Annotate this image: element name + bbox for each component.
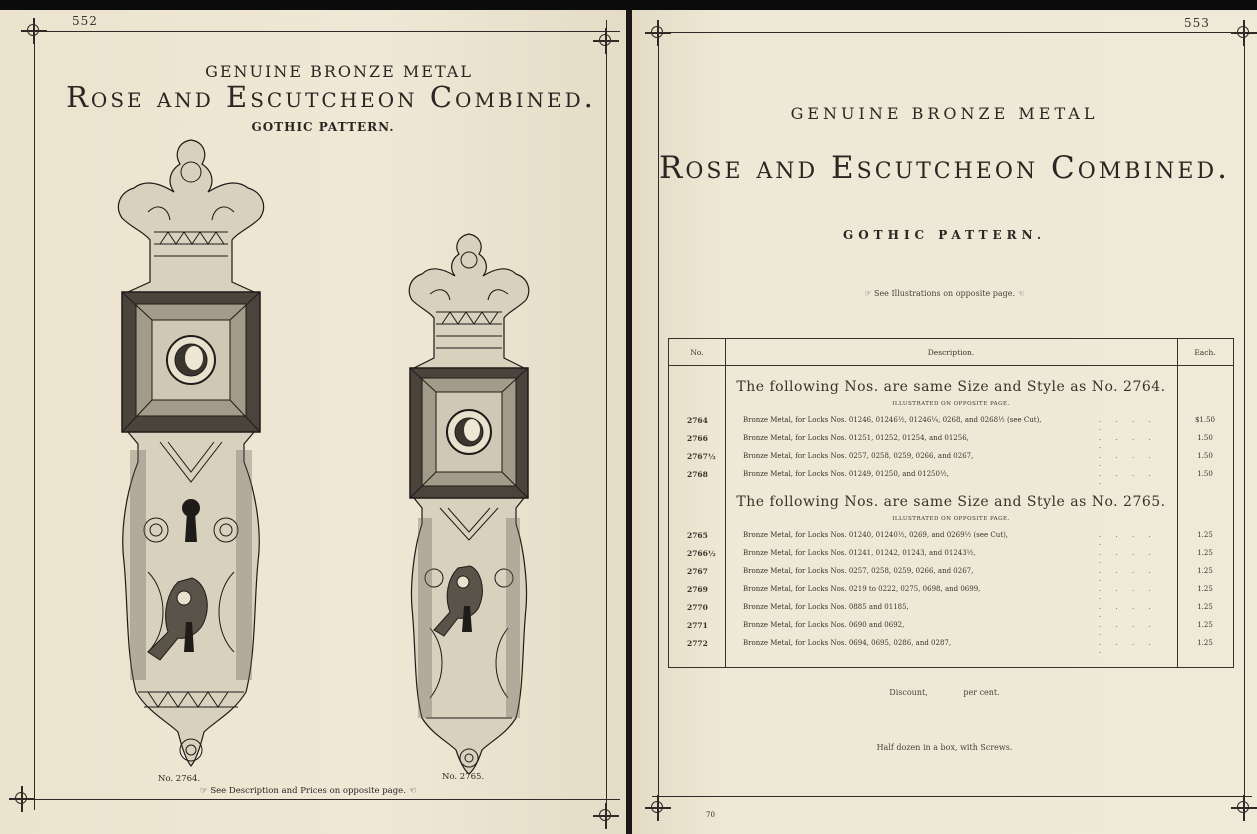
item-number: 2766½ [687,549,716,558]
corner-ornament [645,20,671,46]
leader-dots: . . . . . [1099,603,1157,619]
pointing-hand-icon: ☜ [405,786,417,796]
border-bottom [652,796,1252,797]
signature-mark: 70 [706,811,715,819]
leader-dots: . . . . . [1099,416,1157,432]
leader-dots: . . . . . [1099,549,1157,565]
table-row [669,531,1233,549]
item-description: Bronze Metal, for Locks Nos. 0885 and 01185, [743,603,909,611]
item-price: 1.25 [1197,531,1213,539]
item-number: 2767 [687,567,708,576]
item-number: 2767½ [687,452,716,461]
escutcheon-2765-illustration [400,228,538,778]
item-price: 1.25 [1197,603,1213,611]
border-left [34,20,35,810]
leader-dots: . . . . . [1099,434,1157,450]
item-number: 2772 [687,639,708,648]
item-number: 2765 [687,531,708,540]
heading-line3: GOTHIC PATTERN. [842,228,1047,242]
table-row [669,434,1233,452]
item-description: Bronze Metal, for Locks Nos. 01241, 01242, 01243, and 01243½, [743,549,976,557]
table-row [669,639,1233,657]
packing-note: Half dozen in a box, with Screws. [876,743,1013,752]
item-price: 1.25 [1197,585,1213,593]
item-description: Bronze Metal, for Locks Nos. 01246, 01246½, 01246¼, 0268, and 0268½ (see Cut), [743,416,1042,424]
item-description: Bronze Metal, for Locks Nos. 0219 to 0222, 0275, 0698, and 0699, [743,585,981,593]
table-row [669,603,1233,621]
leader-dots: . . . . . [1099,621,1157,637]
item-price: 1.25 [1197,549,1213,557]
leader-dots: . . . . . [1099,531,1157,547]
left-page [0,10,626,834]
price-table [668,338,1234,668]
caption-2764: No. 2764. [158,774,201,784]
table-row [669,470,1233,488]
table-row [669,567,1233,585]
corner-ornament [645,795,671,821]
table-row [669,452,1233,470]
page-number-right: 553 [1184,16,1210,30]
item-number: 2764 [687,416,708,425]
group-subtitle: ILLUSTRATED ON OPPOSITE PAGE. [892,401,1010,407]
item-description: Bronze Metal, for Locks Nos. 01240, 01240½, 0269, and 0269½ (see Cut), [743,531,1009,539]
leader-dots: . . . . . [1099,470,1157,486]
group-subtitle: ILLUSTRATED ON OPPOSITE PAGE. [892,516,1010,522]
corner-ornament [593,803,619,829]
table-header-each: Each. [1194,348,1216,357]
group-title: The following Nos. are same Size and Style as No. 2764. [736,379,1166,395]
pointing-hand-icon: ☞ [200,786,211,796]
discount-line: Discount, per cent. [889,688,1000,697]
item-description: Bronze Metal, for Locks Nos. 0257, 0258, 0259, 0266, and 0267, [743,452,974,460]
corner-ornament [21,18,47,44]
item-number: 2769 [687,585,708,594]
caption-2765: No. 2765. [442,772,485,782]
leader-dots: . . . . . [1099,567,1157,583]
item-number: 2770 [687,603,708,612]
table-row [669,621,1233,639]
group-title: The following Nos. are same Size and Style as No. 2765. [736,494,1166,510]
page-number-left: 552 [72,14,98,28]
item-description: Bronze Metal, for Locks Nos. 01251, 01252, 01254, and 01256, [743,434,969,442]
leader-dots: . . . . . [1099,452,1157,468]
item-description: Bronze Metal, for Locks Nos. 01249, 01250, and 01250½, [743,470,949,478]
heading-line2: Rose and Escutcheon Combined. [659,150,1230,186]
corner-ornament [1231,795,1257,821]
heading-line1: GENUINE BRONZE METAL [790,104,1099,123]
item-price: 1.25 [1197,621,1213,629]
item-number: 2768 [687,470,708,479]
border-top [652,32,1252,33]
item-price: 1.50 [1197,452,1213,460]
escutcheon-2764-illustration [108,132,274,772]
footnote-left: ☞ See Description and Prices on opposite page. ☜ [200,786,417,796]
border-right [606,20,607,810]
table-row [669,549,1233,567]
item-description: Bronze Metal, for Locks Nos. 0694, 0695, 0286, and 0287, [743,639,952,647]
item-price: 1.50 [1197,434,1213,442]
item-price: 1.25 [1197,639,1213,647]
leader-dots: . . . . . [1099,639,1157,655]
heading-line3: GOTHIC PATTERN. [251,120,395,134]
table-row [669,585,1233,603]
border-bottom [34,799,620,800]
pointing-hand-icon: ☜ [1015,289,1025,298]
corner-ornament [593,28,619,54]
item-description: Bronze Metal, for Locks Nos. 0690 and 0692, [743,621,905,629]
table-header-no: No. [690,348,704,357]
table-header-description: Description. [927,348,975,357]
item-price: 1.25 [1197,567,1213,575]
corner-ornament [1231,20,1257,46]
leader-dots: . . . . . [1099,585,1157,601]
item-price: $1.50 [1194,416,1216,424]
corner-ornament [9,786,35,812]
see-illustrations-note: ☞ See Illustrations on opposite page. ☜ [864,289,1025,298]
heading-line2: Rose and Escutcheon Combined. [66,80,596,114]
item-price: 1.50 [1197,470,1213,478]
pointing-hand-icon: ☞ [864,289,874,298]
item-description: Bronze Metal, for Locks Nos. 0257, 0258, 0259, 0266, and 0267, [743,567,974,575]
border-top [34,31,620,32]
item-number: 2766 [687,434,708,443]
table-row [669,416,1233,434]
item-number: 2771 [687,621,708,630]
heading-line1: GENUINE BRONZE METAL [205,62,473,81]
